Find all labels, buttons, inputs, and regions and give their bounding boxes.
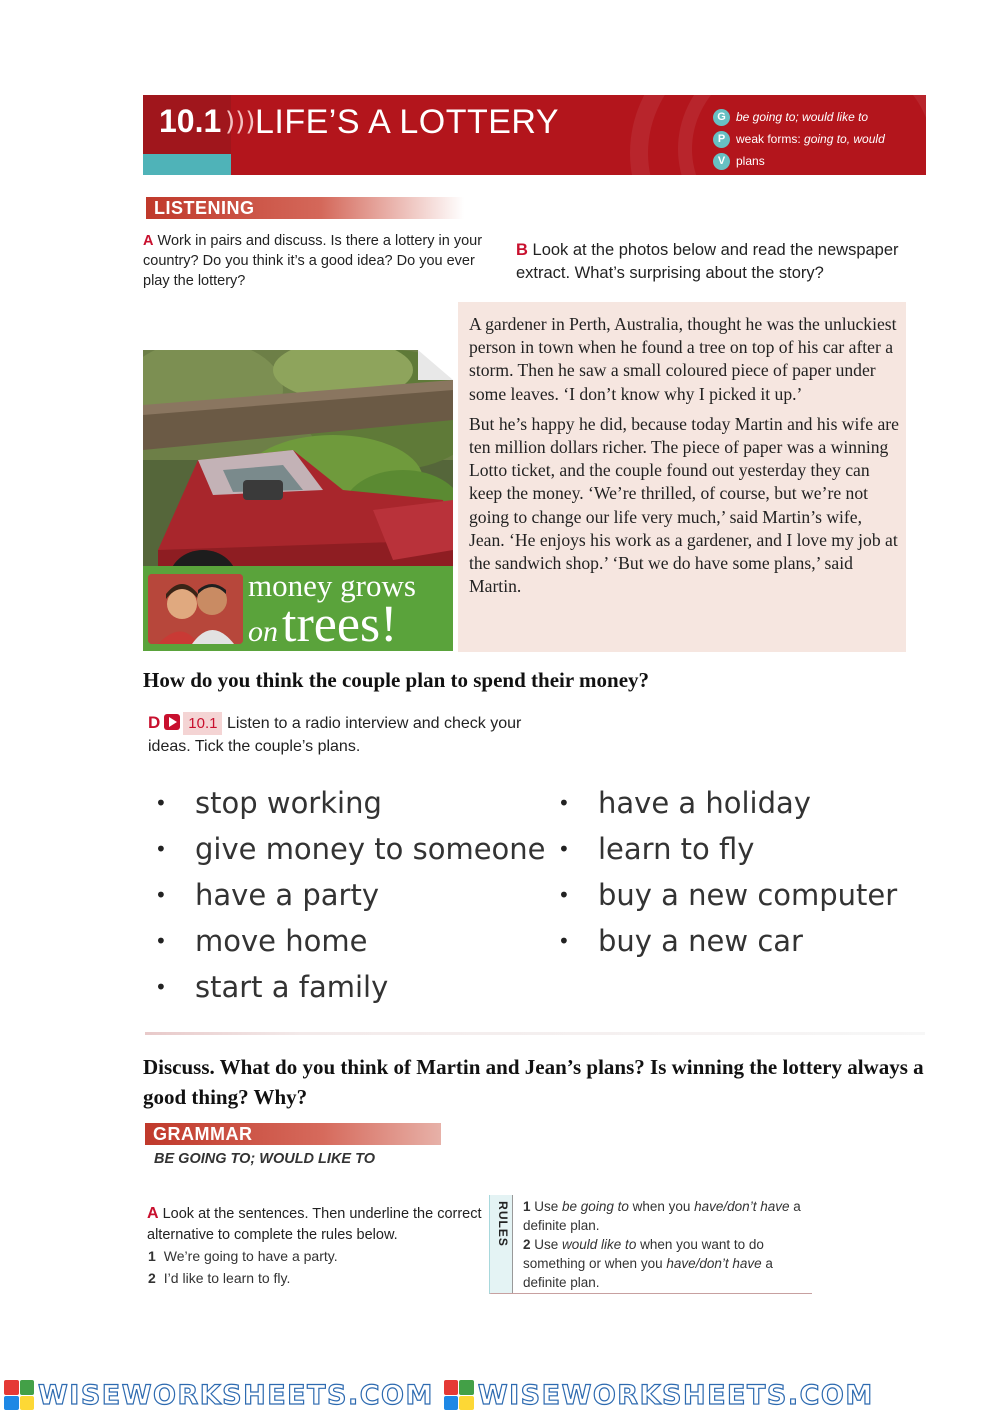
newspaper-extract [458, 302, 906, 652]
smiling-couple-illustration [148, 574, 243, 644]
focus-grammar [713, 108, 868, 126]
plan-text: stop working [195, 786, 382, 820]
rules-text [523, 1197, 811, 1292]
wiseworksheets-logo-icon [4, 1380, 34, 1410]
list-item [558, 829, 754, 869]
list-item [558, 921, 803, 961]
rules-label: RULES [495, 1201, 510, 1247]
plan-text: have a holiday [598, 786, 811, 820]
article-paragraph-2: But he’s happy he did, because today Martin and his wife are ten million dollars richer. The piece of paper was a winning Lotto ticket, and the couple found out yesterday they can keep the money. ‘We’re thrilled, of course, but we’re not going to change our life very much,’ said Martin’s wife, Jean. ‘He enjoys his work as a gardener, and I love my job at the sandwich shop.’ ‘But we do have some plans,’ said Martin. [469, 413, 899, 597]
photo-caption-banner [143, 566, 453, 651]
couple-photo [148, 574, 243, 644]
plan-text: buy a new car [598, 924, 803, 958]
bullet-icon: • [558, 791, 570, 815]
rule-2: 2 Use would like to when you want to do something or when you have/don’t have a definite plan. [523, 1237, 773, 1290]
plan-text: give money to someone [195, 832, 546, 866]
unit-number: 10.1 [159, 103, 222, 139]
section-divider [145, 1032, 925, 1035]
task-letter: B [516, 241, 528, 259]
caption-on: on [248, 615, 278, 648]
vocabulary-badge-icon: V [713, 153, 730, 170]
listening-task-b [516, 239, 926, 285]
list-item [155, 875, 379, 915]
list-item [558, 875, 897, 915]
rule-1: 1 Use be going to when you have/don’t have a definite plan. [523, 1199, 801, 1233]
plan-text: start a family [195, 970, 389, 1004]
pronunciation-badge-icon: P [713, 131, 730, 148]
discussion-question-1: How do you think the couple plan to spend their money? [143, 668, 650, 692]
task-letter: A [147, 1205, 159, 1222]
example-number: 2 [148, 1270, 156, 1286]
bullet-icon: • [558, 883, 570, 907]
unit-title: LIFE’S A LOTTERY [255, 103, 560, 141]
wiseworksheets-logo-icon [444, 1380, 474, 1410]
play-audio-icon[interactable] [164, 714, 180, 730]
rules-box [489, 1195, 812, 1294]
task-text: Look at the sentences. Then underline the correct alternative to complete the rules below. [147, 1206, 482, 1243]
grammar-task-a [147, 1203, 482, 1246]
task-text: Look at the photos below and read the newspaper extract. What’s surprising about the story? [516, 241, 899, 282]
caption-trees: trees! [282, 596, 398, 653]
listening-heading: LISTENING [146, 197, 464, 219]
task-text: Listen to a radio interview and check your ideas. Tick the couple’s plans. [148, 715, 522, 755]
watermark-text: WISEWORKSHEETS.COM [477, 1379, 874, 1411]
example-sentence-1 [148, 1248, 338, 1264]
bullet-icon: • [155, 975, 167, 999]
plan-text: learn to fly [598, 832, 755, 866]
focus-text: be going to; would like to [736, 110, 869, 124]
example-text: I’d like to learn to fly. [163, 1270, 291, 1286]
grammar-subheading: BE GOING TO; WOULD LIKE TO [154, 1151, 375, 1167]
watermark-text: WISEWORKSHEETS.COM [38, 1379, 434, 1411]
plan-text: buy a new computer [598, 878, 898, 912]
watermark-footer [0, 1377, 1000, 1413]
bullet-icon: • [155, 837, 167, 861]
focus-text: weak forms: going to, would [736, 132, 885, 146]
list-item [155, 921, 367, 961]
task-letter: A [143, 233, 154, 249]
article-paragraph-1: A gardener in Perth, Australia, thought he was the unluckiest person in town when he found a tree on top of his car after a storm. Then he saw a small coloured piece of paper under some leaves. ‘I don’t know why I picked it up.’ [469, 314, 897, 404]
focus-pronunciation [713, 130, 885, 148]
rules-sidebar [490, 1195, 513, 1293]
example-number: 1 [148, 1248, 156, 1264]
plan-text: move home [195, 924, 368, 958]
photo-caption-text [248, 568, 416, 653]
list-item [155, 783, 382, 823]
bullet-icon: • [558, 929, 570, 953]
focus-vocabulary [713, 152, 765, 170]
banner-accent-strip [143, 154, 231, 175]
task-text: Work in pairs and discuss. Is there a lottery in your country? Do you think it’s a good idea? Do you ever play the lottery? [143, 233, 483, 289]
sound-waves-icon: ))) [225, 107, 256, 137]
listening-task-a [143, 231, 503, 291]
bullet-icon: • [558, 837, 570, 861]
list-item [155, 967, 388, 1007]
unit-banner [143, 95, 926, 175]
plan-text: have a party [195, 878, 379, 912]
list-item [155, 829, 546, 869]
example-sentence-2 [148, 1270, 290, 1286]
listening-task-d [148, 711, 548, 758]
task-letter: D [148, 713, 161, 732]
list-item [558, 783, 811, 823]
audio-track-number: 10.1 [183, 712, 222, 735]
example-text: We’re going to have a party. [163, 1248, 338, 1264]
bullet-icon: • [155, 791, 167, 815]
caption-line-1: money grows [248, 568, 416, 603]
bullet-icon: • [155, 883, 167, 907]
focus-text: plans [736, 154, 765, 168]
discussion-question-2: Discuss. What do you think of Martin and Jean’s plans? Is winning the lottery always a good thing? Why? [143, 1055, 924, 1109]
grammar-heading: GRAMMAR [145, 1123, 441, 1145]
grammar-badge-icon: G [713, 109, 730, 126]
bullet-icon: • [155, 929, 167, 953]
